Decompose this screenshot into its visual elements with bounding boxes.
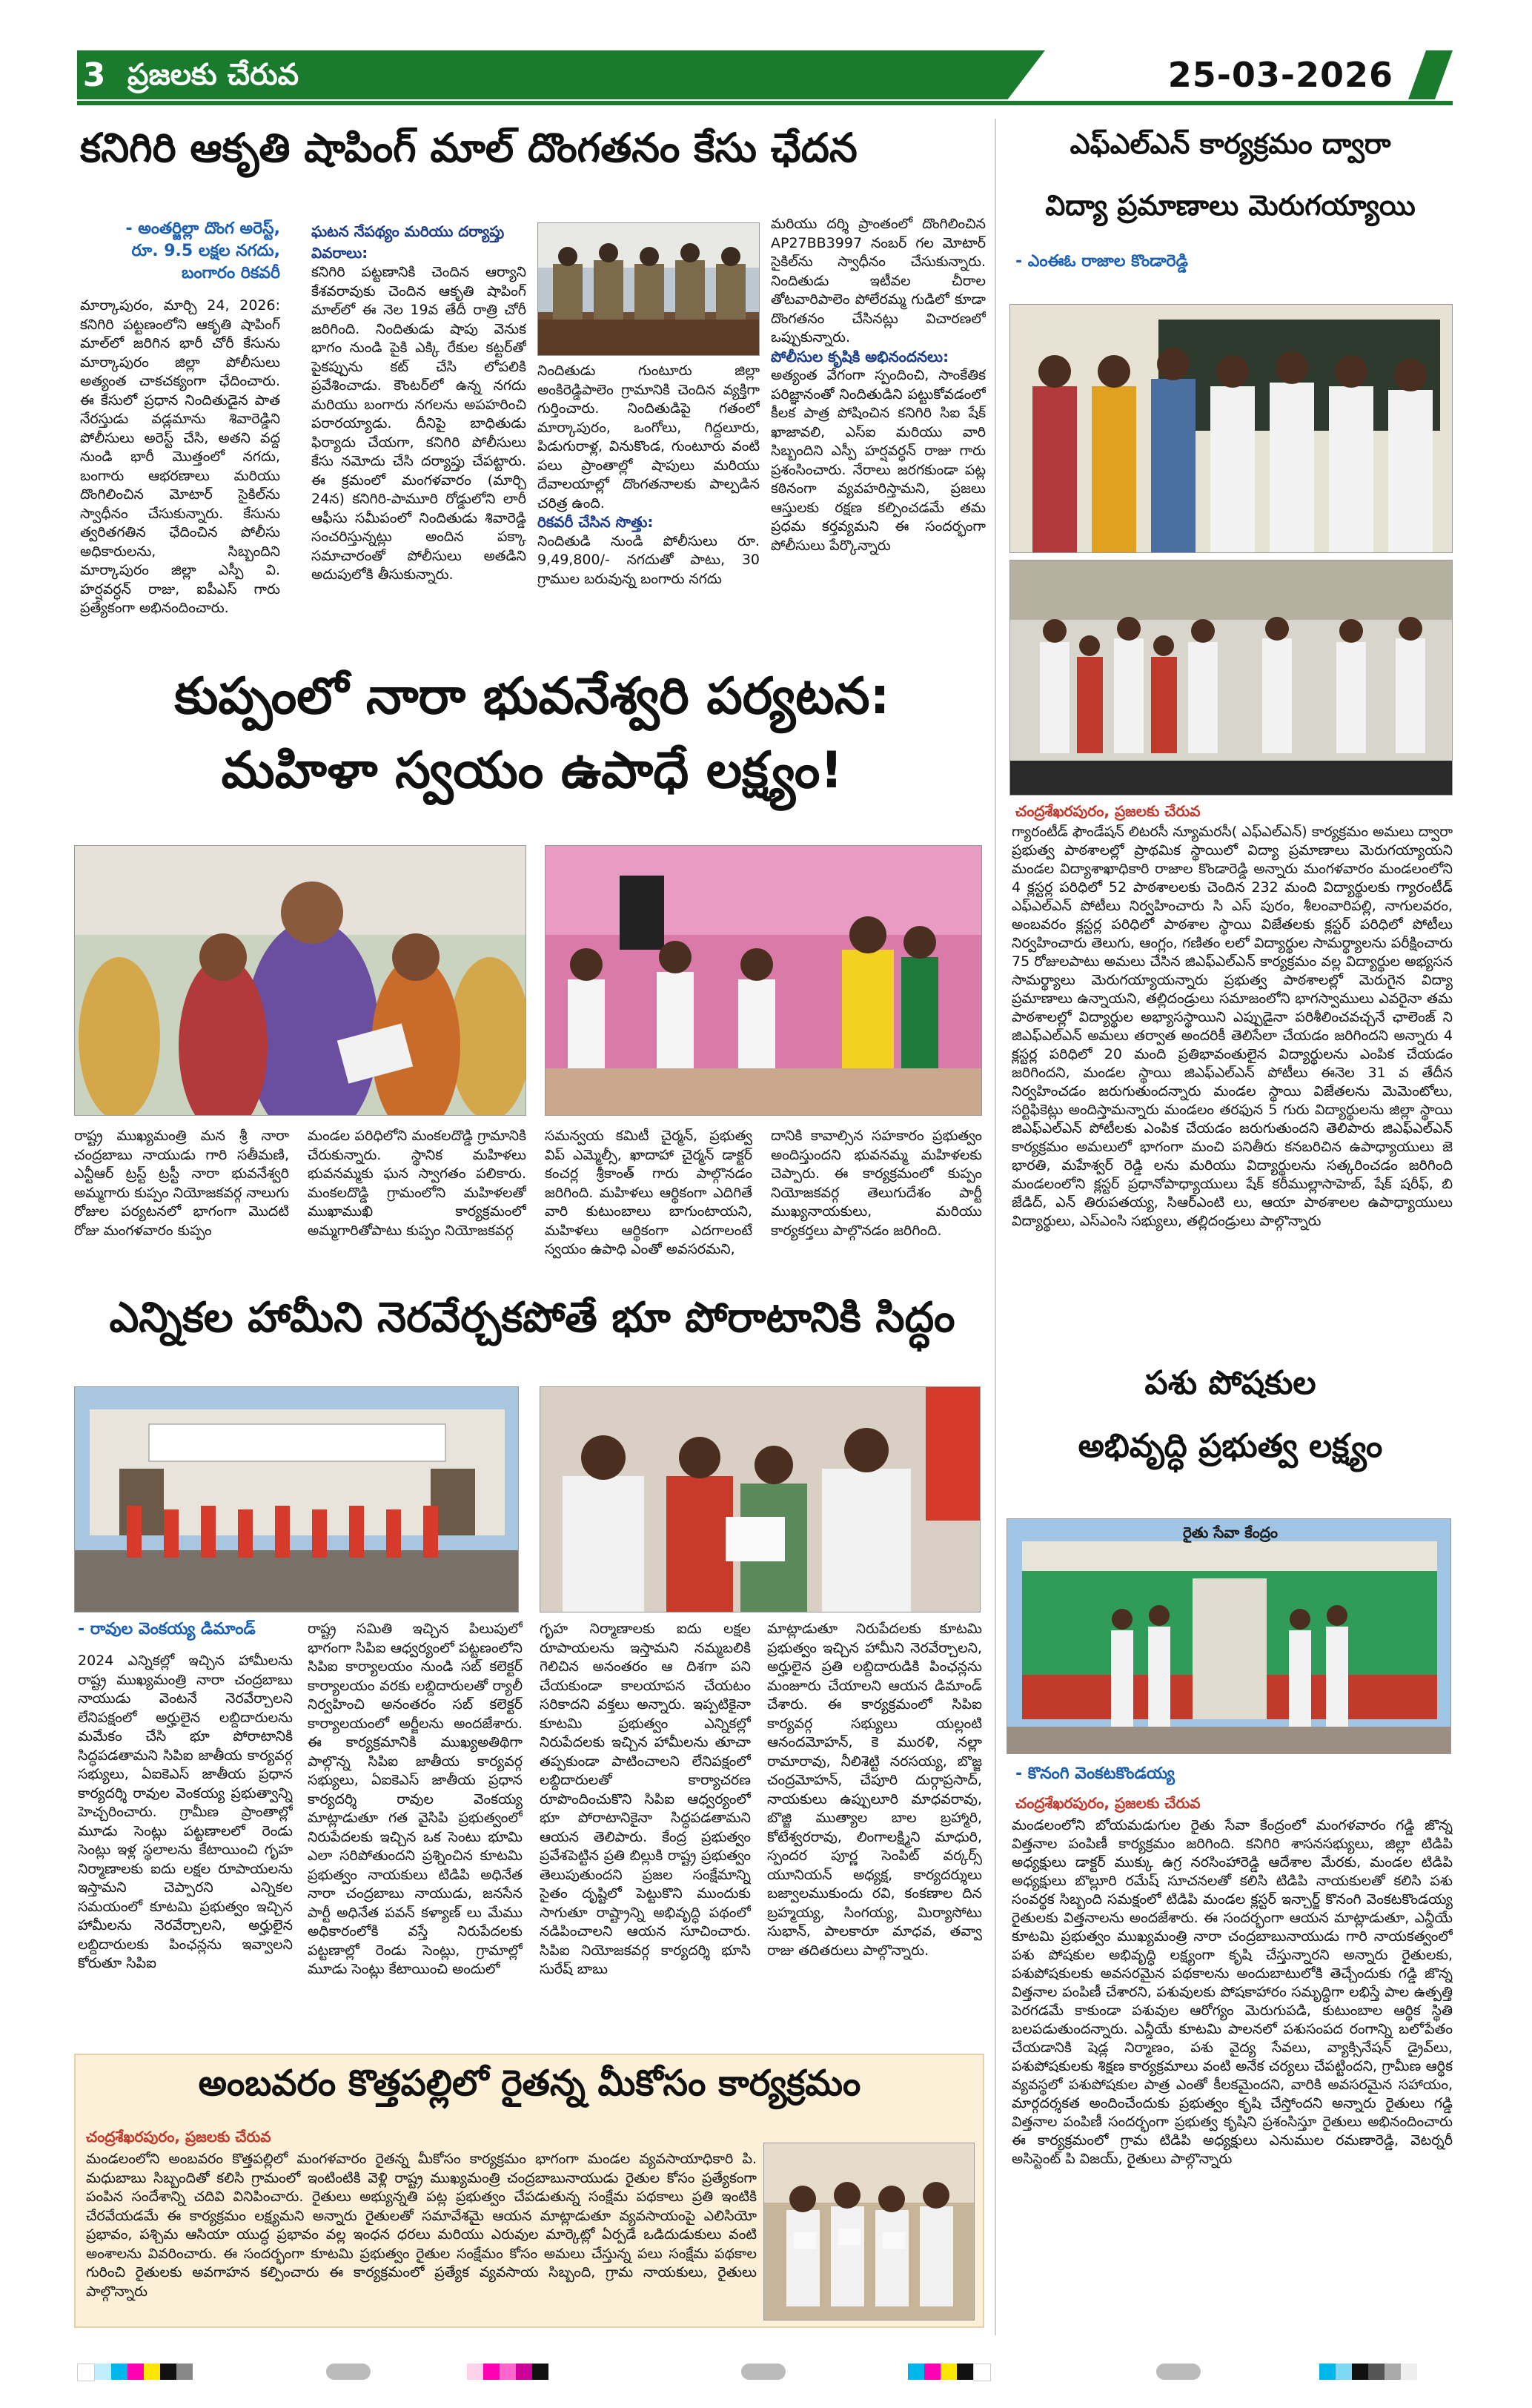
reg-swatch bbox=[924, 2364, 941, 2380]
reg-swatch bbox=[957, 2364, 973, 2380]
reg-swatch bbox=[77, 2364, 95, 2381]
reg-swatch bbox=[1319, 2364, 1336, 2380]
fln-students-photo bbox=[1009, 560, 1453, 796]
story5-body bbox=[1012, 823, 1453, 1314]
story1-col2 bbox=[311, 263, 526, 623]
story6-headline-1: పశు పోషకుల bbox=[1144, 1364, 1316, 1402]
story3-col1 bbox=[78, 1652, 293, 2026]
bhuvaneshwari-meeting-photo bbox=[545, 845, 982, 1116]
reg-swatch bbox=[1336, 2364, 1352, 2380]
header-rule bbox=[77, 101, 1453, 105]
story5-sub-wrap bbox=[1015, 252, 1445, 274]
story4-headline: అంబవరం కొత్తపల్లిలో రైతన్న మీకోసం కార్యక్రమం bbox=[198, 2063, 861, 2104]
reg-swatch bbox=[908, 2364, 924, 2380]
rythu-seva-sign: రైతు సేవా కేంద్రం bbox=[1182, 1524, 1279, 1541]
reg-swatch bbox=[941, 2364, 957, 2380]
story1-col4-text-a: మరియు దర్శి ప్రాంతంలో దొంగిలించిన AP27BB3997 నంబర్ గల మోటార్ సైకిల్‌ను స్వాధీనం చేసుకున్నారు. నిందితుడు ఇటీవల చీరాల తోటవారిపాలెం పోలేరమ్మ గుడిలో కూడా దొంగతనం చేసినట్లు విచారణలో ఒప్పుకున్నారు. bbox=[771, 216, 986, 345]
story3-col1-text: 2024 ఎన్నికల్లో ఇచ్చిన హామీలను రాష్ట్ర ముఖ్యమంత్రి నారా చంద్రబాబు నాయుడు వెంటనే నెరవేర్చాలని లేనిపక్షంలో అర్హులైన లబ్దిదారులను మమేకం చేసి భూ పోరాటానికి సిద్ధపడతామని సిపిఐ జాతీయ కార్యవర్గ సభ్యులు, ఏఐకెఎస్ జాతీయ ప్రధాన కార్యదర్శి రావుల వెంకయ్య ప్రభుత్వాన్ని హెచ్చరించారు. గ్రామీణ ప్రాంతాల్లో మూడు సెంట్లు పట్టణాలలో రెండు సెంట్లు ఇళ్ల స్థలాలను కేటాయించి గృహ నిర్మాణాలకు ఐదు లక్షల రూపాయలను ఇస్తామని చెప్పారని ఎన్నికల సమయంలో కూటమి ప్రభుత్వం ఇచ్చిన హామీలను నెరవేర్చాలని, అర్హులైన లబ్దిదారులకు పింఛన్లను ఇవ్వాలని కోరుతూ సిపిఐ bbox=[78, 1653, 293, 1971]
story2-col4-text: దానికి కావాల్సిన సహకారం ప్రభుత్వం అందిస్తుందని భువనమ్మ మహిళలకు చెప్పారు. ఈ కార్యక్రమంలో కుప్పం నియోజకవర్గ తెలుగుదేశం పార్టీ ముఖ్యనాయకులు, మరియు కార్యకర్తలు పాల్గొనడం జరిగింది. bbox=[771, 1128, 982, 1239]
story5-byline: చంద్రశేఖరపురం, ప్రజలకు చేరువ bbox=[1015, 802, 1201, 820]
bhuvaneshwari-speaking-photo bbox=[74, 845, 526, 1116]
story2-col3 bbox=[545, 1127, 752, 1275]
reg-swatch bbox=[95, 2364, 111, 2380]
registration-marks-mid bbox=[467, 2364, 548, 2380]
story3-byline-wrap bbox=[78, 1620, 293, 1642]
reg-swatch bbox=[176, 2364, 193, 2380]
story1-col3-text-a: నిందితుడు గుంటూరు జిల్లా అంకిరెడ్డిపాలెం గ్రామానికి చెందిన వ్యక్తిగా గుర్తించారు. నిందితుడిపై గతంలో మార్కాపురం, ఒంగోలు, గిద్దలూరు, పిడుగురాళ్ల, వినుకొండ, గుంటూరు వంటి పలు ప్రాంతాల్లో షాపులు మరియు దేవాలయాల్లో దొంగతనాలకు పాల్పడిన చరిత్ర ఉంది. bbox=[537, 363, 760, 512]
story6-byline: చంద్రశేఖరపురం, ప్రజలకు చేరువ bbox=[1015, 1794, 1201, 1812]
column-divider bbox=[995, 119, 996, 2335]
story6-sub: - కొనంగి వెంకటకొండయ్య bbox=[1015, 1764, 1175, 1783]
story5-body-text: గ్యారంటీడ్ ఫౌండేషన్ లిటరసీ న్యూమరసీ( ఎఫ్ఎల్ఎన్) కార్యక్రమం అమలు ద్వారా ప్రభుత్వ పాఠశాలల్లో ప్రాథమిక స్థాయిలో విద్యా ప్రమాణాలు మెరుగయ్యాయని మండల విద్యాశాఖాధికారి రాజాల కొండారెడ్డి అన్నారు మంగళవారం మండలంలోని 4 క్లస్టర్ల పరిధిలో 52 పాఠశాలలకు చెందిన 232 మంది విద్యార్థులకు గ్యారంటీడ్ ఎఫ్ఎల్ఎన్ పోటీలు నిర్వహించారు సి ఎస్ పురం, శీలంవారిపల్లి, నాగులవరం, అంబవరం క్లస్టర్ల పరిధిలో పాఠశాల స్థాయి విజేతలకు క్లస్టర్ పరిధిలో పోటీలు నిర్వహించారు తెలుగు, ఆంగ్లం, గణితం లలో విద్యార్థుల సామర్థ్యాలను పరీక్షించారు 75 రోజులపాటు అమలు చేసిన జిఎఫ్ఎల్ఎన్ కార్యక్రమం వల్ల విద్యార్థుల అభ్యసన సామర్థ్యాలు మెరుగయ్యాయన్నారు ప్రభుత్వ పాఠశాలల్లో మెరుగైన విద్యా ప్రమాణాలు ఉన్నాయని, తల్లిదండ్రులు సమాజంలోని భాగస్వాములు ఎవరైనా తమ పాఠశాలల్లో విద్యార్థుల అభ్యాసస్థాయిని ఎప్పుడైనా పరిశీలించవచ్చనే ఛాలెంజ్ ని జిఎఫ్ఎల్ఎన్ అమలు తర్వాత అందరికీ తెలిసేలా చేయడం జరిగిందని అన్నారు 4 క్లస్టర్ల పరిధిలో 20 మంది ప్రతిభావంతులైన విద్యార్థులను ఎంపిక చేయడం జరిగిందని, మండల స్థాయి జిఎఫ్ఎల్ఎన్ పోటీలు ఈనెల 31 వ తేదీన నిర్వహించడం జరుగుతుందన్నారు మండల స్థాయి విజేతలను మెమెంటోలు, సర్టిఫికెట్లు అందిస్తామన్నారు మండలం తరఫున 5 గురు విద్యార్థులను జిల్లా స్థాయి జిఎఫ్ఎల్ఎన్ పోటీలకు ఎంపిక చేయడం జరుగుతుందని తెలిపారు జిఎఫ్ఎల్ఎన్ కార్యక్రమం అమలులో భాగంగా మంచి పనితీరు కనబరిచిన ఉపాధ్యాయులు జె భారతి, మహేశ్వర్ రెడ్డి లను మరియు విద్యార్థులను సత్కరించడం జరిగింది మండలంలోని క్లస్టర్ ప్రధానోపాధ్యాయులు షేక్ కరీముల్లాసాహెబ్, షేక్ షరీఫ్, బి జేడిద్, ఎన్ తిరుపతయ్య, సిఆర్ఎంటి లు, ఆయా పాఠశాలల ఉపాధ్యాయులు విద్యార్థులు, ఎస్ఎంసి సభ్యులు, తల్లిదండ్రులు పాల్గొన్నారు bbox=[1012, 824, 1453, 1229]
story6-body bbox=[1012, 1816, 1453, 2275]
paper-name: ప్రజలకు చేరువ bbox=[127, 58, 299, 92]
reg-swatch bbox=[1385, 2364, 1401, 2380]
registration-marks-left bbox=[77, 2364, 193, 2381]
story6-byline-wrap bbox=[1015, 1794, 1445, 1816]
story3-col4 bbox=[767, 1620, 982, 2026]
story3-headline: ఎన్నికల హామీని నెరవేర్చకపోతే భూ పోరాటానికి సిద్ధం bbox=[109, 1294, 955, 1342]
story1-col3 bbox=[537, 362, 760, 625]
story4-body bbox=[86, 2150, 757, 2321]
story2-col3-text: సమన్వయ కమిటీ చైర్మన్, ప్రభుత్వ విప్ ఎమ్మెల్సీ, ఖాదాహా చైర్మన్ డాక్టర్ కంచర్ల శ్రీకాంత్ గారు పాల్గొనడం జరిగింది. మహిళలు ఆర్థికంగా ఎదిగితే వారి కుటుంబాలు బాగుంటాయని, మహిళలు ఆర్థికంగా ఎదగాలంటే స్వయం ఉపాధి ఎంతో అవసరమని, bbox=[545, 1128, 752, 1257]
story4-byline: చంద్రశేఖరపురం, ప్రజలకు చేరువ bbox=[86, 2128, 271, 2146]
story1-col1-text: మార్కాపురం, మార్చి 24, 2026: కనిగిరి పట్టణంలోని ఆకృతి షాపింగ్ మాల్‌లో జరిగిన భారీ చోరీ కేసును మార్కాపురం జిల్లా పోలీసులు అత్యంత చాకచక్యంగా ఛేదించారు. ఈ కేసులో ప్రధాన నిందితుడైన పాత నేరస్తుడు వడ్లమాను శివారెడ్డిని పోలీసులు అరెస్ట్ చేసి, అతని వద్ద నుండి భారీ మొత్తంలో నగదు, బంగారు ఆభరణాలు మరియు దొంగిలించిన మోటార్ సైకిల్‌ను స్వాధీనం చేసుకున్నారు. కేసును త్వరితగతిన ఛేదించిన పోలీసు అధికారులను, సిబ్బందిని మార్కాపురం జిల్లా ఎస్పీ వి. హర్షవర్ధన్ రాజు, ఐపీఎస్ గారు ప్రత్యేకంగా అభినందించారు. bbox=[80, 297, 280, 616]
story5-byline-wrap bbox=[1015, 802, 1445, 824]
story1-sub-3: బంగారం రికవరీ bbox=[182, 264, 280, 282]
registration-marks-right bbox=[908, 2364, 991, 2381]
story3-col3 bbox=[540, 1620, 751, 2026]
reg-swatch bbox=[500, 2364, 516, 2380]
story1-col2-heading: ఘటన నేపథ్యం మరియు దర్యాప్తు వివరాలు: bbox=[311, 222, 505, 262]
story3-col3-text: గృహ నిర్మాణాలకు ఐదు లక్షల రూపాయలను ఇస్తామని నమ్మబలికి గెలిచిన అనంతరం ఆ దిశగా పని చేయకుండా కాలయాపన చేయటం సరికాదని వక్తలు అన్నారు. ఇప్పటికైనా కూటమి ప్రభుత్వం ఎన్నికల్లో నిరుపేదలకు ఇచ్చిన హామీలను తూచా తప్పకుండా పాటించాలని లేనిపక్షంలో లబ్దిదారులతో కార్యాచరణ రూపొందించుకొని సిపిఐ ఆధ్వర్యంలో భూ పోరాటానికైనా సిద్ధపడతామని ఆయన తెలిపారు. కేంద్ర ప్రభుత్వం ప్రవేశపెట్టిన ప్రతి బిల్లుకి రాష్ట్ర ప్రభుత్వం తెలుపుతుందని ప్రజల సంక్షేమాన్ని సైతం దృష్టిలో పెట్టుకొని ముందుకు సాగుతూ రాష్ట్రాన్ని అభివృద్ధి పథంలో నడిపించాలని ఆయన సూచించారు. సిపిఐ నియోజకవర్గ కార్యదర్శి భూసి సురేష్ బాబు bbox=[540, 1621, 751, 1977]
reg-swatch bbox=[127, 2364, 144, 2380]
story2-headline-1: కుప్పంలో నారా భువనేశ్వరి పర్యటన: bbox=[174, 667, 890, 726]
reg-swatch bbox=[1352, 2364, 1368, 2380]
story1-headline: కనిగిరి ఆకృతి షాపింగ్ మాల్ దొంగతనం కేసు ఛేదన bbox=[80, 125, 858, 171]
story3-col2 bbox=[308, 1620, 523, 2026]
registration-marks-far-right bbox=[1319, 2364, 1417, 2380]
story4-byline-wrap bbox=[86, 2128, 531, 2149]
farmers-meeting-photo bbox=[763, 2143, 975, 2321]
story6-sub-wrap bbox=[1015, 1764, 1445, 1787]
story1-col1 bbox=[80, 297, 280, 623]
story4-body-text: మండలంలోని అంబవరం కొత్తపల్లిలో మంగళవారం రైతన్న మీకోసం కార్యక్రమం భాగంగా మండల వ్యవసాయాధికారి పి. మధుబాబు సిబ్బందితో కలిసి గ్రామంలో ఇంటింటికి వెళ్లి రాష్ట్ర ముఖ్యమంత్రి చంద్రబాబునాయుడు రైతుల కోసం ప్రత్యేకంగా పంపిన సందేశాన్ని చదివి వినిపించారు. రైతులు అభ్యున్నతి పట్ల ప్రభుత్వం చేపడుతున్న సంక్షేమ పథకాలు ప్రతి ఇంటికి చేరవేయడమే ఈ కార్యక్రమం లక్ష్యమని అన్నారు రైతులతో సమావేశమై ఆయన మాట్లాడుతూ వ్యవసాయంపై ఎలిసియో ప్రభావం, పశ్చిమ ఆసియా యుద్ధ ప్రభావం వల్ల ఇంధన ధరలు మరియు ఎరువుల మార్కెట్లో ఏర్పడే ఒడిదుడుకులు వంటి అంశాలను వివరించారు. ఈ సందర్భంగా కూటమి ప్రభుత్వం రైతుల సంక్షేమం కోసం అమలు చేస్తున్న పలు సంక్షేమ పథకాల గురించి రైతులకు అవగాహన కల్పించారు ఈ కార్యక్రమంలో ప్రత్యేక వ్యవసాయ సిబ్బంది, గ్రామ నాయకులు, రైతులు పాల్గొన్నారు bbox=[86, 2151, 757, 2300]
reg-swatch bbox=[483, 2364, 500, 2380]
reg-swatch bbox=[144, 2364, 160, 2380]
story3-byline: - రావుల వెంకయ్య డిమాండ్ bbox=[78, 1620, 256, 1638]
reg-swatch bbox=[160, 2364, 176, 2380]
registration-pill bbox=[326, 2364, 371, 2380]
story6-body-text: మండలంలోని బోయమడుగుల రైతు సేవా కేంద్రంలో మంగళవారం గడ్డి జొన్న విత్తనాల పంపిణీ కార్యక్రమం జరిగింది. కనిగిరి శాసనసభ్యులు, జిల్లా టిడిపి అధ్యక్షులు డాక్టర్ ముక్కు ఉగ్ర నరసింహారెడ్డి ఆదేశాల మేరకు, మండల టిడిపి అధ్యక్షులు బొల్లూరి రమేష్ సూచనలతో కలిసి టిడిపి నాయకులతో కలిసి పశు సంవర్థక సిబ్బంది సమక్షంలో టిడిపి మండల క్లస్టర్ ఇన్చార్జ్ కొనంగి వెంకటకొండయ్య రైతులకు విత్తనాలను అందజేశారు. ఈ సందర్భంగా ఆయన మాట్లాడుతూ, ఎన్డీయే కూటమి ప్రభుత్వం ముఖ్యమంత్రి నారా చంద్రబాబునాయుడు గారి నాయకత్వంలో పశు పోషకుల అభివృద్ధి లక్ష్యంగా కృషి చేస్తున్నారని అన్నారు రైతులకు, పశుపోషకులకు అవసరమైన పథకాలను అందుబాటులోకి తెచ్చేందుకు గడ్డి జొన్న విత్తనాల పంపిణీ చేశారని, పశువులకు పోషకాహారం సమృద్ధిగా లభిస్తే పాల ఉత్పత్తి పెరగడమే కాకుండా పశువుల ఆరోగ్యం మెరుగుపడి, కుటుంబాల ఆర్థిక స్థితి బలపడుతుందన్నారు. ఎన్డీయే కూటమి పాలనలో పశుసంపద రంగాన్ని బలోపేతం చేయడానికి షెడ్ల నిర్మాణం, పశు వైద్య సేవలు, వ్యాక్సినేషన్ డ్రైవ్‌లు, పశుపోషకులకు శిక్షణ కార్యక్రమాలు వంటి అనేక చర్యలు చేపట్టిందని, గ్రామీణ ఆర్థిక వ్యవస్థలో పశుపోషకుల పాత్ర ఎంతో కీలకమైందని, వారికి అవసరమైన సహాయం, మార్గదర్శకత అందించేందుకు ప్రభుత్వం కృషి చేస్తోందని అన్నారు రైతులు గడ్డి విత్తనాల పంపిణీ సందర్భంగా ప్రభుత్వ కృషిని ప్రశంసిస్తూ రైతులు అభినందించారు ఈ కార్యక్రమంలో గ్రామ టిడిపి అధ్యక్షులు ఎనుముల రమణారెడ్డి, వెటర్నరీ అసిస్టెంట్ పి విజయ్, రైతులు పాల్గొన్నారు bbox=[1012, 1817, 1453, 2167]
page-number: 3 bbox=[77, 50, 111, 99]
reg-swatch bbox=[516, 2364, 532, 2380]
story1-col2-head bbox=[311, 222, 526, 265]
story6-headline-2: అభివృద్ధి ప్రభుత్వ లక్ష్యం bbox=[1078, 1427, 1383, 1465]
story1-col4-text-b: అత్యంత వేగంగా స్పందించి, సాంకేతిక పరిజ్ఞానంతో నిందితుడిని పట్టుకోవడంలో కీలక పాత్ర పోషించిన కనిగిరి సిఐ షేక్ ఖాజావలి, ఎస్ఐ మరియు వారి సిబ్బందిని ఎస్పీ హర్షవర్ధన్ రాజు గారు ప్రశంసించారు. నేరాలు జరగకుండా పట్ల కఠినంగా వ్యవహరిస్తామని, ప్రజలు ఆస్తులకు రక్షణ కల్పించడమే తమ ప్రధమ కర్తవ్యమని ఈ సందర్భంగా పోలీసులు పేర్కొన్నారు bbox=[771, 367, 986, 554]
story2-col2-text: మండల పరిధిలోని మంకలదొడ్డి గ్రామానికి చేరుకున్నారు. స్థానిక మహిళలు భువనమ్మకు ఘన స్వాగతం పలికారు. మంకలదొడ్డి గ్రామంలోని మహిళలతో ముఖాముఖి కార్యక్రమంలో అమ్మగారితోపాటు కుప్పం నియోజకవర్గ bbox=[308, 1128, 526, 1239]
reg-swatch bbox=[1368, 2364, 1385, 2380]
story1-sub-2: రూ. 9.5 లక్షల నగదు, bbox=[131, 242, 280, 260]
story1-col4 bbox=[771, 215, 986, 626]
registration-pill bbox=[741, 2364, 786, 2380]
petition-handover-photo bbox=[540, 1386, 981, 1612]
reg-swatch bbox=[111, 2364, 127, 2380]
story1-sub-1: - అంతర్జిల్లా దొంగ అరెస్ట్, bbox=[125, 219, 280, 238]
story2-col1-text: రాష్ట్ర ముఖ్యమంత్రి మన శ్రీ నారా చంద్రబాబు నాయుడు గారి సతీమణి, ఎన్టీఆర్ ట్రస్ట్ ట్రస్టీ నారా భువనేశ్వరి అమ్మగారు కుప్పం నియోజకవర్గ నాలుగు రోజుల పర్యటనలో భాగంగా మొదటి రోజు మంగళవారం కుప్పం bbox=[74, 1128, 289, 1239]
rythu-seva-kendram-photo bbox=[1007, 1518, 1451, 1754]
story5-headline-2: విద్యా ప్రమాణాలు మెరుగయ్యాయి bbox=[1045, 189, 1416, 222]
reg-swatch bbox=[467, 2364, 483, 2380]
story5-sub: - ఎంఈఓ రాజాల కొండారెడ్డి bbox=[1015, 252, 1188, 271]
story2-col2 bbox=[308, 1127, 526, 1275]
story2-col4 bbox=[771, 1127, 982, 1275]
story1-subheads bbox=[80, 219, 280, 286]
registration-pill bbox=[1156, 2364, 1201, 2380]
fln-classroom-photo bbox=[1009, 304, 1453, 553]
police-press-meet-photo bbox=[537, 222, 760, 356]
reg-swatch bbox=[973, 2364, 991, 2381]
story3-col4-text: మాట్లాడుతూ నిరుపేదలకు కూటమి ప్రభుత్వం ఇచ్చిన హామీని నెరవేర్చాలని, అర్హులైన ప్రతి లబ్దిదారుడికి పింఛన్లను మంజూరు చేయాలని ఆయన డిమాండ్ చేశారు. ఈ కార్యక్రమంలో సిపిఐ కార్యవర్గ సభ్యులు యల్లంటి ఆనందమోహన్, కె మురళి, నల్లా రామారావు, నీలిశెట్టి నరసయ్య, బొజ్జ చంద్రమోహన్, చేపూరి దుర్గాప్రసాద్, నాయకులు ఉప్పులూరి మాధవరావు, బొజ్జి ముత్యాల బాల బ్రహ్మారి, కోటేశ్వరరావు, లింగాలక్ష్మిని మాధురి, స్పందర పూర్ణ సెంపిట్ వర్కర్స్ యూనియన్ అధ్యక్ష, కార్యదర్శులు బజ్వాలముకుందు రవి, కంకణాల దిన బ్రహ్మయ్య, సింగయ్య, మిర్యాసోటు సుభాన్, పాలకారూ మాధవ, తవ్వా రాజు తదితరులు పాల్గొన్నారు. bbox=[767, 1621, 982, 1959]
issue-date: 25-03-2026 bbox=[1167, 55, 1393, 95]
story1-col2-text: కనిగిరి పట్టణానికి చెందిన ఆర్యాని కేశవరావుకు చెందిన ఆకృతి షాపింగ్ మాల్‌లో ఈ నెల 19వ తేదీ రాత్రి చోరీ జరిగింది. నిందితుడు షాపు వెనుక భాగం నుండి పైకి ఎక్కి రేకుల కట్టర్‌తో పైకప్పును కట్ చేసి లోపలికి ప్రవేశించాడు. కౌంటర్‌లో ఉన్న నగదు మరియు బంగారు నగలను అపహరించి పరారయ్యాడు. దీనిపై బాధితుడు ఫిర్యాదు చేయగా, కనిగిరి పోలీసులు కేసు నమోదు చేసి దర్యాప్తు చేపట్టారు. ఈ క్రమంలో మంగళవారం (మార్చి 24న) కనిగిరి-పామూరి రోడ్డులోని లారీ ఆఫీసు సమీపంలో నిందితుడు శివారెడ్డి సంచరిస్తున్నట్లు అందిన పక్కా సమాచారంతో పోలీసులు అతడిని అదుపులోకి తీసుకున్నారు. bbox=[311, 264, 526, 583]
reg-swatch bbox=[532, 2364, 548, 2380]
story2-headline-2: మహిళా స్వయం ఉపాధే లక్ష్యం! bbox=[221, 741, 843, 800]
cpi-rally-photo bbox=[74, 1386, 519, 1612]
story1-col3-text-b: నిందితుడి నుండి పోలీసులు రూ. 9,49,800/- నగదుతో పాటు, 30 గ్రాముల బరువున్న బంగారు నగదు bbox=[537, 532, 760, 587]
story3-col2-text: రాష్ట్ర సమితి ఇచ్చిన పిలుపులో భాగంగా సిపిఐ ఆధ్వర్యంలో పట్టణంలోని సిపిఐ కార్యాలయం నుండి సబ్ కలెక్టర్ కార్యాలయం వరకు లబ్దిదారులతో ర్యాలీ నిర్వహించి అనంతరం సబ్ కలెక్టర్ కార్యాలయంలో అర్జీలను అందజేశారు. ఈ కార్యక్రమానికి ముఖ్యఅతిథిగా పాల్గొన్న సిపిఐ జాతీయ కార్యవర్గ సభ్యులు, ఏఐకెఎస్ జాతీయ ప్రధాన కార్యదర్శి రావుల వెంకయ్య మాట్లాడుతూ గత వైసిపి ప్రభుత్వంలో నిరుపేదలకు ఇచ్చిన ఒక సెంటు భూమి ఎలా సరిపోతుందని ప్రశ్నించిన కూటమి ప్రభుత్వం నాయకులు టిడిపి అధినేత నారా చంద్రబాబు నాయుడు, జనసేన పార్టీ అధినేత పవన్ కళ్యాణ్ లు మేము అధికారంలోకి వస్తే నిరుపేదలకు పట్టణాల్లో రెండు సెంట్లు, గ్రామాల్లో మూడు సెంట్లు కేటాయించి అందులో bbox=[308, 1621, 523, 1977]
reg-swatch bbox=[1401, 2364, 1417, 2380]
story2-col1 bbox=[74, 1127, 289, 1275]
story1-col4-heading: పోలీసుల కృషికి అభినందనలు: bbox=[771, 347, 949, 366]
header-wedge bbox=[1408, 50, 1453, 99]
story1-col3-heading: రికవరీ చేసిన సొత్తు: bbox=[537, 513, 654, 531]
story5-headline-1: ఎఫ్ఎల్ఎన్ కార్యక్రమం ద్వారా bbox=[1070, 128, 1391, 160]
